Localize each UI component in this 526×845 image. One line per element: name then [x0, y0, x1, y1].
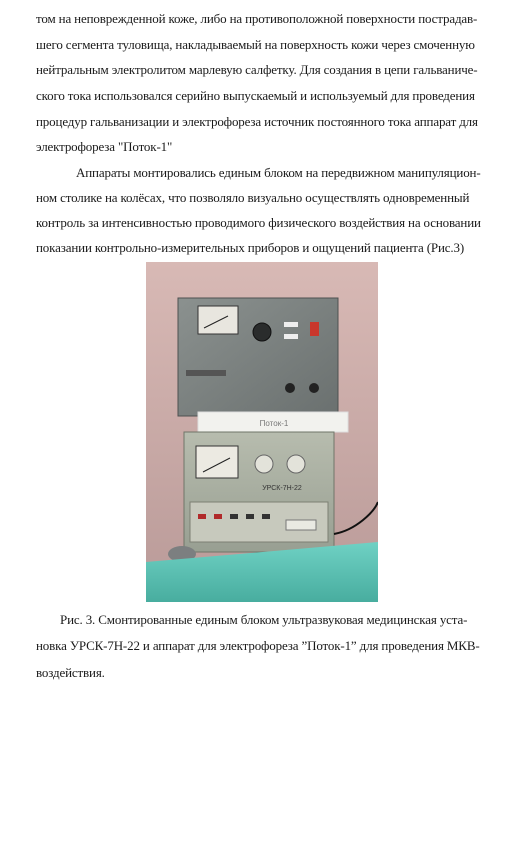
paragraph-1-line: электрофореза "Поток-1" [36, 139, 173, 154]
lower-device-label: УРСК-7Н-22 [262, 485, 302, 492]
paragraph-2-line: ном столике на колёсах, что позволяло визуально осуществлять одновременный [36, 190, 470, 205]
figure-caption-line: Рис. 3. Смонтированные единым блоком ультразвуковая медицинская уста- [60, 612, 468, 627]
upper-meter [198, 306, 238, 334]
figure-caption-line: новка УРСК-7Н-22 и аппарат для электрофореза ”Поток-1” для проведения МКВ- [36, 638, 480, 653]
paragraph-1-line: том на неповрежденной коже, либо на противоположной поверхности пострадав- [36, 11, 478, 26]
paragraph-1-line: ского тока использовался серийно выпускаемый и используемый для проведения [36, 88, 475, 103]
upper-knob [253, 323, 271, 341]
paragraph-1-line: шего сегмента туловища, накладываемый на поверхность кожи через смоченную [36, 37, 475, 52]
paragraph-1-line: процедур гальванизации и электрофореза источник постоянного тока аппарат для [36, 114, 478, 129]
upper-indicator-light [310, 322, 319, 336]
equipment-photo [146, 262, 378, 602]
upper-device-label: Поток-1 [259, 419, 289, 428]
paragraph-2-line: контроль за интенсивностью проводимого физического воздействия на основании [36, 215, 481, 230]
paragraph-2-line: показании контрольно-измерительных приборов и ощущений пациента (Рис.3) [36, 240, 465, 255]
lower-meter [196, 446, 238, 478]
lower-knob-right [287, 455, 305, 473]
upper-device-potok [178, 298, 338, 416]
paragraph-2-line: Аппараты монтировались единым блоком на передвижном манипуляцион- [76, 165, 481, 180]
lower-device-ursk [184, 432, 334, 552]
figure-caption-line: воздействия. [36, 665, 105, 680]
lower-knob-left [255, 455, 273, 473]
paragraph-1-line: нейтральным электролитом марлевую салфетку. Для создания в цепи гальваниче- [36, 62, 478, 77]
